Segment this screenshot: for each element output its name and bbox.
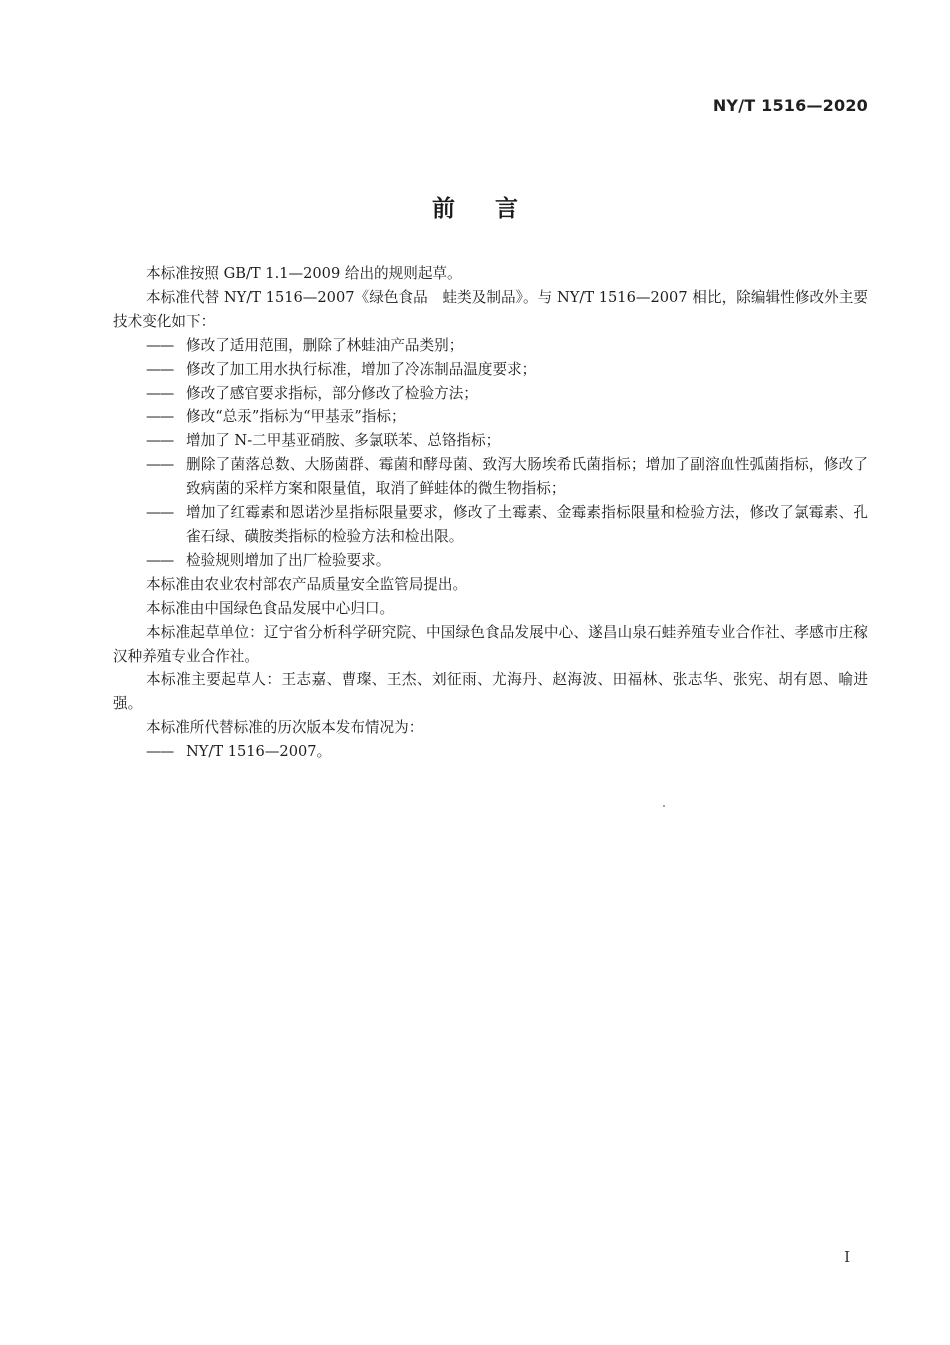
dash-marker: —— (146, 384, 174, 402)
standard-code: NY/T 1516—2020 (712, 96, 868, 115)
change-text: 修改“总汞”指标为“甲基汞”指标； (186, 408, 406, 426)
change-item (113, 429, 868, 453)
dash-marker: —— (146, 743, 174, 761)
paragraph-centralized: 本标准由中国绿色食品发展中心归口。 (146, 599, 395, 617)
change-item (113, 549, 868, 573)
change-item (113, 453, 868, 501)
dash-marker: —— (146, 360, 174, 378)
change-item (113, 501, 868, 549)
paragraph-history-intro: 本标准所代替标准的历次版本发布情况为： (146, 719, 424, 737)
change-text: 修改了感官要求指标，部分修改了检验方法； (186, 384, 478, 402)
change-text: 增加了 N-二甲基亚硝胺、多氯联苯、总铬指标； (186, 432, 501, 450)
dash-marker: —— (146, 504, 174, 522)
dash-marker: —— (146, 336, 174, 354)
dash-marker: —— (146, 551, 174, 569)
change-item (113, 334, 868, 358)
change-text: 增加了红霉素和恩诺沙星指标限量要求，修改了土霉素、金霉素指标限量和检验方法，修改了氯霉素、孔雀石绿、磺胺类指标的检验方法和检出限。 (186, 504, 868, 545)
dash-marker: —— (146, 432, 174, 450)
change-text: 修改了加工用水执行标准，增加了冷冻制品温度要求； (186, 360, 537, 378)
change-item (113, 382, 868, 406)
dash-marker: —— (146, 408, 174, 426)
paragraph-proposer: 本标准由农业农村部农产品质量安全监管局提出。 (146, 575, 468, 593)
change-item (113, 358, 868, 382)
history-item (113, 740, 868, 764)
paragraph-replacement: 本标准代替 NY/T 1516—2007《绿色食品 蛙类及制品》。与 NY/T 1516—2007 相比，除编辑性修改外主要技术变化如下： (113, 288, 868, 330)
change-text: 修改了适用范围，删除了林蛙油产品类别； (186, 336, 464, 354)
page-title: 前言 (432, 196, 558, 222)
change-item (113, 405, 868, 429)
scan-speck (663, 805, 665, 807)
paragraph-drafting-units: 本标准起草单位：辽宁省分析科学研究院、中国绿色食品发展中心、遂昌山泉石蛙养殖专业合作社、孝感市庄稼汉种养殖专业合作社。 (113, 623, 868, 665)
history-text: NY/T 1516—2007。 (186, 743, 332, 761)
paragraph-drafters: 本标准主要起草人：王志嘉、曹璨、王杰、刘征雨、尤海丹、赵海波、田福林、张志华、张宪、胡有恩、喻进强。 (113, 671, 868, 713)
paragraph-drafting-rules: 本标准按照 GB/T 1.1—2009 给出的规则起草。 (146, 265, 462, 282)
page-number: I (844, 1248, 850, 1266)
change-text: 检验规则增加了出厂检验要求。 (186, 551, 391, 569)
document-body (113, 262, 868, 764)
dash-marker: —— (146, 456, 174, 474)
change-text: 删除了菌落总数、大肠菌群、霉菌和酵母菌、致泻大肠埃希氏菌指标；增加了副溶血性弧菌指标，修改了致病菌的采样方案和限量值，取消了鲜蛙体的微生物指标； (186, 456, 868, 498)
